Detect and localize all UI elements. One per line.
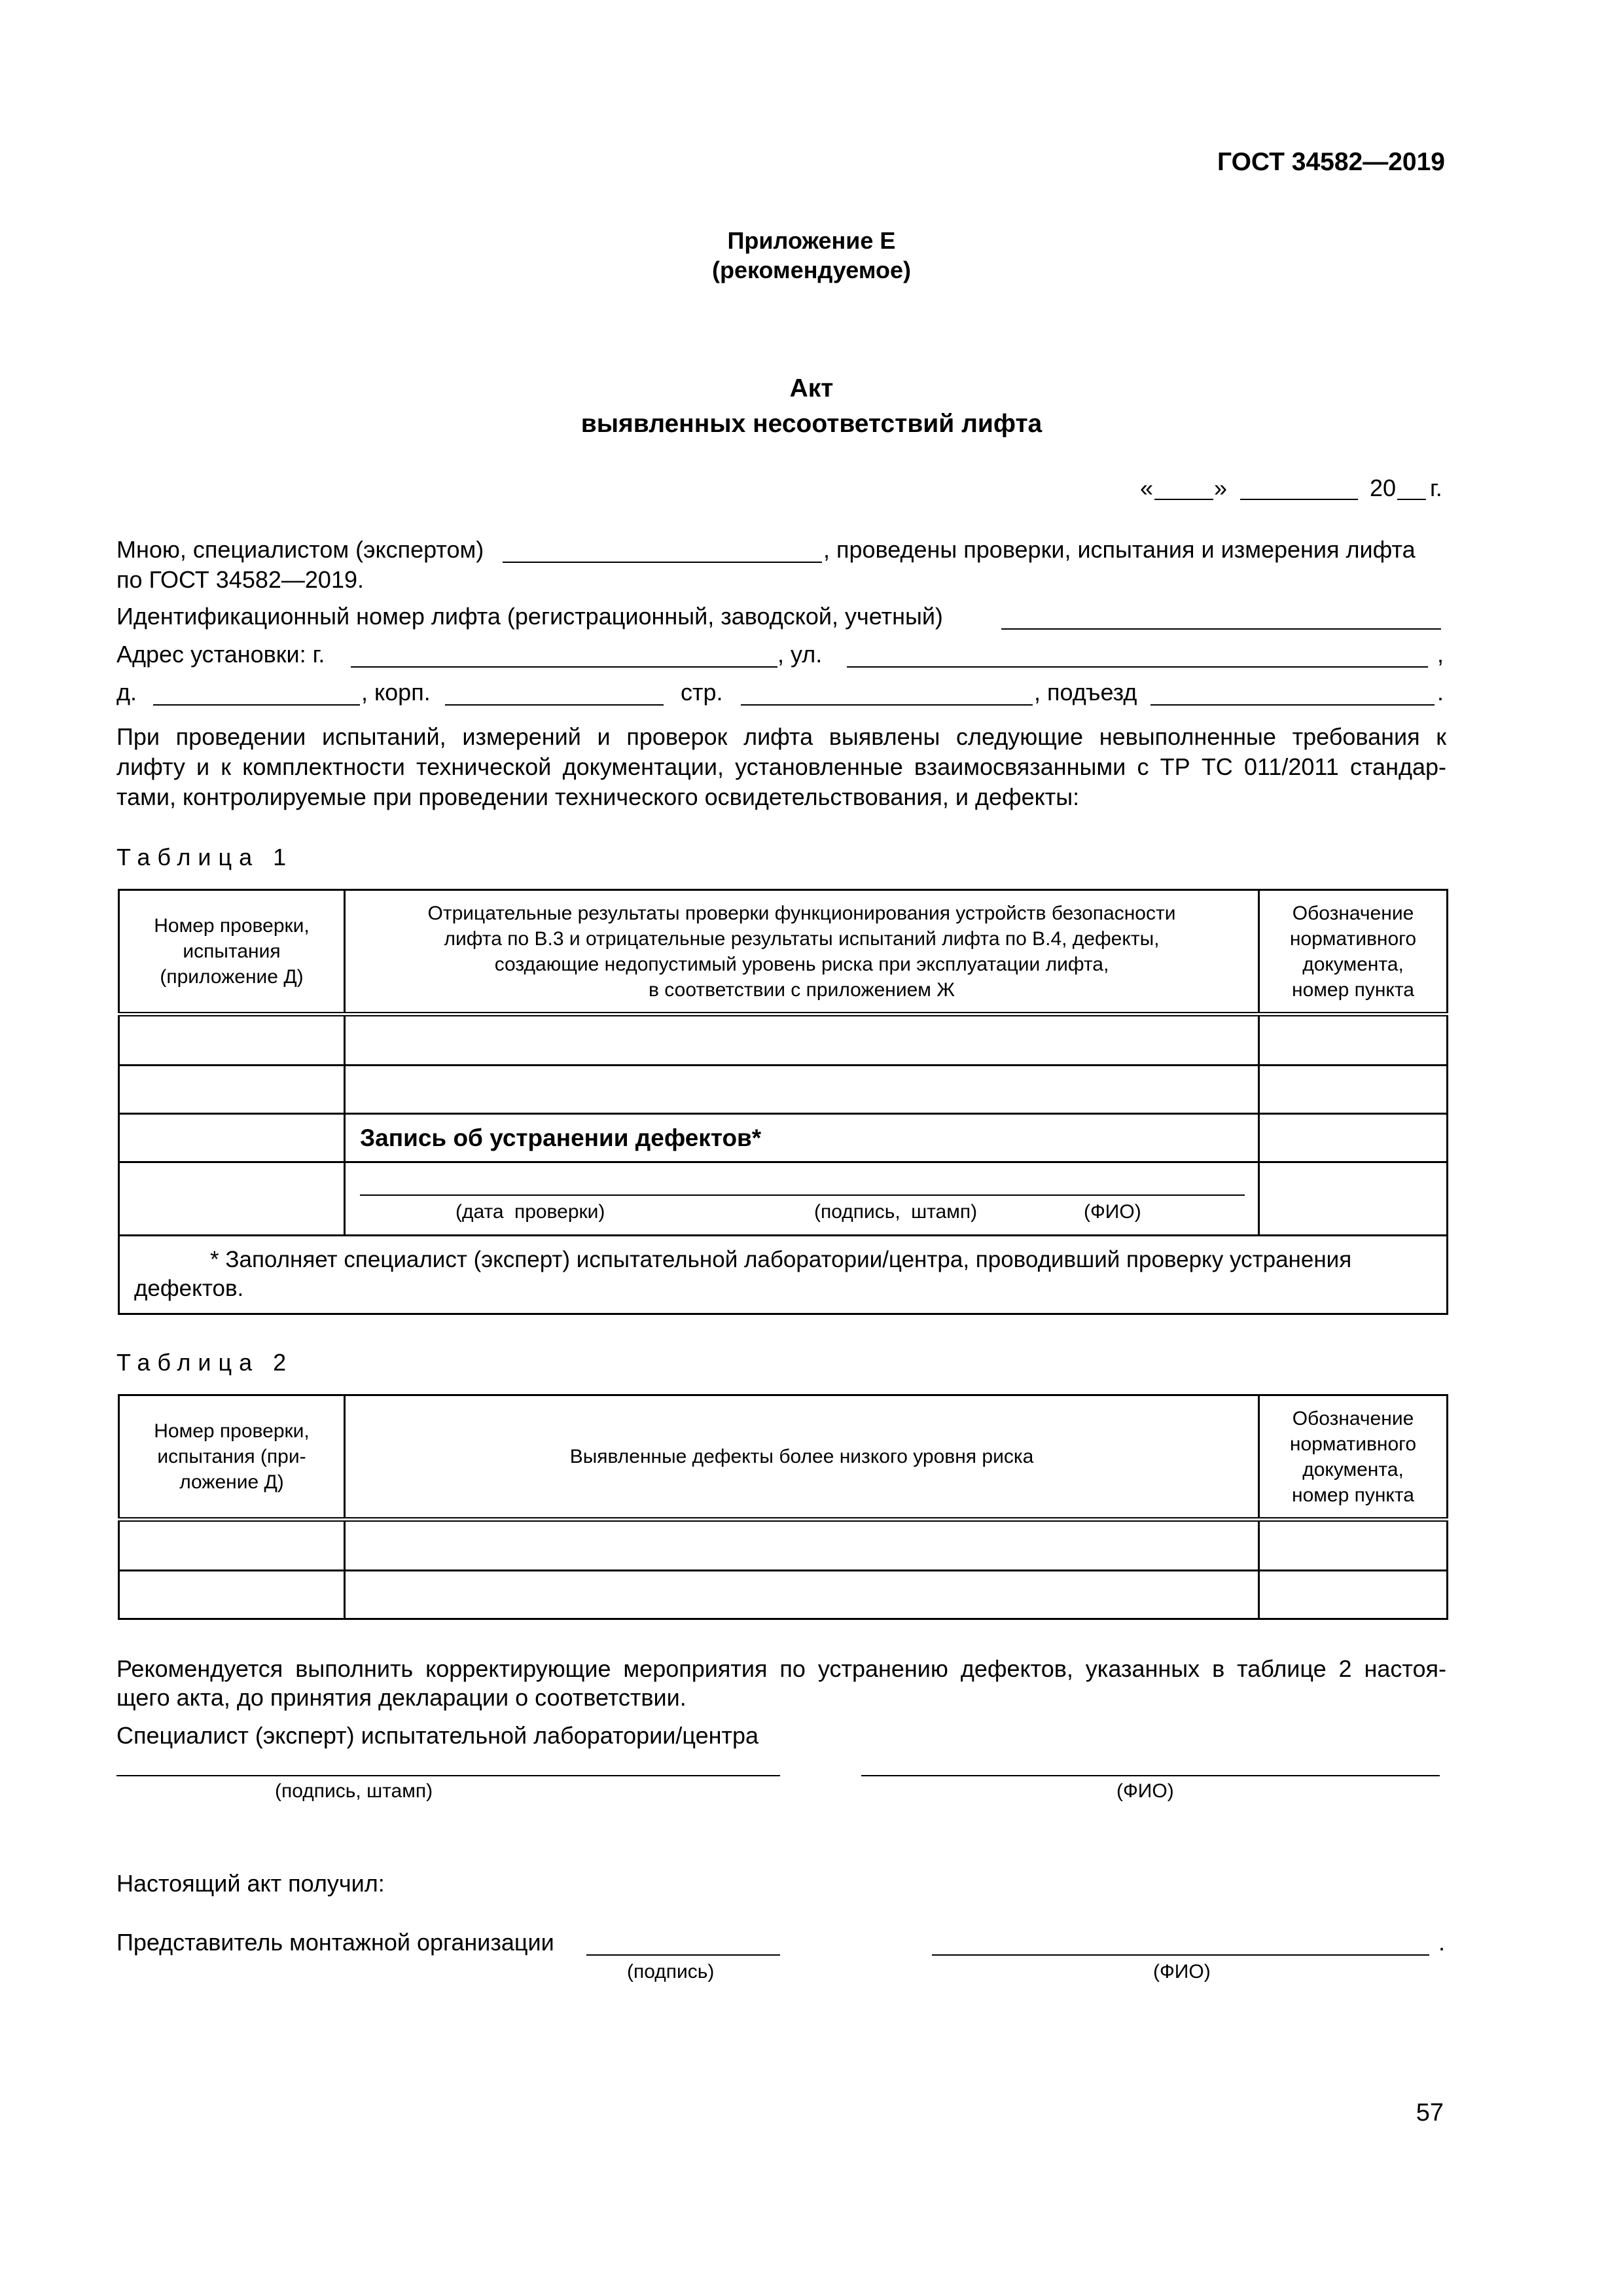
date-month-blank[interactable] [1240, 499, 1358, 500]
address-period: . [1437, 679, 1444, 706]
table1-cell[interactable] [119, 1114, 345, 1162]
table2-cell[interactable] [119, 1520, 345, 1571]
structure-label: стр. [681, 679, 723, 706]
table1-col2-header: Отрицательные результаты проверки функционирования устройств безопасности лифта по В.3 и отрицательные результаты испытаний лифта по В.4, дефекты, создающие недопустимый уровень риска при эксплуатации лифта, в соответствии с приложением Ж [345, 890, 1259, 1014]
date-year-prefix: 20 [1370, 475, 1397, 501]
recommendation-line1: Рекомендуется выполнить корректирующие мероприятия по устранению дефектов, указанных в таблице 2 настоя- [116, 1655, 1446, 1682]
table2-col3-header: Обозначение нормативного документа, номер пункта [1259, 1395, 1448, 1520]
house-blank[interactable] [153, 704, 360, 706]
received-label: Настоящий акт получил: [116, 1870, 385, 1897]
signature-line [360, 1194, 1245, 1196]
building-blank[interactable] [445, 704, 664, 706]
entrance-label: , подъезд [1034, 679, 1137, 706]
lift-id-label: Идентификационный номер лифта (регистрационный, заводской, учетный) [116, 603, 943, 630]
table1-cell[interactable] [1259, 1162, 1448, 1236]
signature-cell[interactable] [345, 1162, 1259, 1236]
date-close-quote: » [1214, 475, 1228, 501]
representative-name-blank[interactable] [932, 1954, 1429, 1956]
specialist-sign-label: (подпись, штамп) [275, 1780, 433, 1802]
paragraph-line3: тами, контролируемые при проведении технического освидетельствования, и дефекты: [116, 783, 1080, 810]
table-row [119, 1520, 1448, 1571]
representative-label: Представитель монтажной организации [116, 1929, 554, 1956]
intro-line2: по ГОСТ 34582—2019. [116, 566, 364, 593]
table2-cell[interactable] [119, 1571, 345, 1619]
specialist-name-label: (ФИО) [1116, 1780, 1174, 1802]
specialist-name-blank[interactable] [861, 1775, 1440, 1776]
paragraph-line1: При проведении испытаний, измерений и проверок лифта выявлены следующие невыполненные требования к [116, 723, 1446, 750]
table-row [119, 1066, 1448, 1114]
intro-line1-a: Мною, специалистом (экспертом) [116, 536, 484, 563]
address-label: Адрес установки: г. [116, 641, 325, 668]
table-row [119, 1014, 1448, 1066]
house-label: д. [116, 679, 137, 706]
date-day-blank[interactable] [1154, 499, 1213, 500]
building-label: , корп. [361, 679, 431, 706]
table2-col1-header: Номер проверки, испытания (при- ложение Д) [119, 1395, 345, 1520]
table1 [118, 889, 1448, 1315]
table1-cell[interactable] [119, 1066, 345, 1114]
sign-name-label: (ФИО) [1084, 1201, 1141, 1223]
specialist-label: Специалист (эксперт) испытательной лаборатории/центра [116, 1722, 758, 1749]
table1-cell[interactable] [345, 1014, 1259, 1066]
table1-cell[interactable] [1259, 1114, 1448, 1162]
table1-caption: Таблица 1 [116, 844, 294, 870]
table2-caption: Таблица 2 [116, 1349, 294, 1376]
paragraph-line2: лифту и к комплектности технической документации, установленные взаимосвязанными с ТР ТС 011/2011 стандар- [116, 753, 1446, 780]
act-title: Акт [789, 374, 834, 403]
appendix-title: Приложение Е [727, 227, 896, 254]
street-blank[interactable] [847, 666, 1428, 668]
specialist-sign-blank[interactable] [116, 1775, 780, 1776]
table1-col3-header: Обозначение нормативного документа, номер пункта [1259, 890, 1448, 1014]
table2 [118, 1394, 1448, 1620]
lift-id-blank[interactable] [1001, 628, 1441, 630]
table1-cell[interactable] [345, 1066, 1259, 1114]
table1-footnote: * Заполняет специалист (эксперт) испытательной лаборатории/центра, проводивший проверку устранения дефектов. [119, 1236, 1448, 1314]
page-number: 57 [1416, 2099, 1444, 2126]
standard-designation: ГОСТ 34582—2019 [1217, 148, 1445, 176]
table2-cell[interactable] [1259, 1520, 1448, 1571]
representative-period: . [1438, 1929, 1446, 1956]
expert-name-blank[interactable] [503, 562, 822, 563]
table1-col1-header: Номер проверки, испытания (приложение Д) [119, 890, 345, 1014]
table2-cell[interactable] [345, 1571, 1259, 1619]
intro-line1-b: , проведены проверки, испытания и измерения лифта [823, 536, 1416, 563]
table-row [119, 1162, 1448, 1236]
sign-date-label: (дата проверки) [455, 1201, 605, 1223]
entrance-blank[interactable] [1150, 704, 1435, 706]
street-label: , ул. [777, 641, 823, 668]
table-row [119, 1114, 1448, 1162]
table2-cell[interactable] [1259, 1571, 1448, 1619]
date-year-suffix: г. [1430, 475, 1442, 501]
representative-name-label: (ФИО) [1153, 1961, 1211, 1982]
table1-cell[interactable] [119, 1162, 345, 1236]
recommendation-line2: щего акта, до принятия декларации о соответствии. [116, 1684, 687, 1711]
structure-blank[interactable] [741, 704, 1033, 706]
table-row [119, 1571, 1448, 1619]
defect-record-heading: Запись об устранении дефектов* [345, 1114, 1259, 1162]
table2-col2-header: Выявленные дефекты более низкого уровня риска [345, 1395, 1259, 1520]
address-comma: , [1437, 641, 1444, 668]
table1-cell[interactable] [1259, 1014, 1448, 1066]
appendix-status: (рекомендуемое) [712, 257, 911, 283]
sign-stamp-label: (подпись, штамп) [814, 1201, 978, 1223]
act-subtitle: выявленных несоответствий лифта [580, 410, 1043, 438]
date-open-quote: « [1140, 475, 1154, 501]
table2-cell[interactable] [345, 1520, 1259, 1571]
city-blank[interactable] [351, 666, 777, 668]
representative-sign-blank[interactable] [586, 1954, 780, 1956]
date-year-blank[interactable] [1397, 499, 1426, 500]
table1-cell[interactable] [1259, 1066, 1448, 1114]
table1-cell[interactable] [119, 1014, 345, 1066]
representative-sign-label: (подпись) [627, 1961, 715, 1982]
